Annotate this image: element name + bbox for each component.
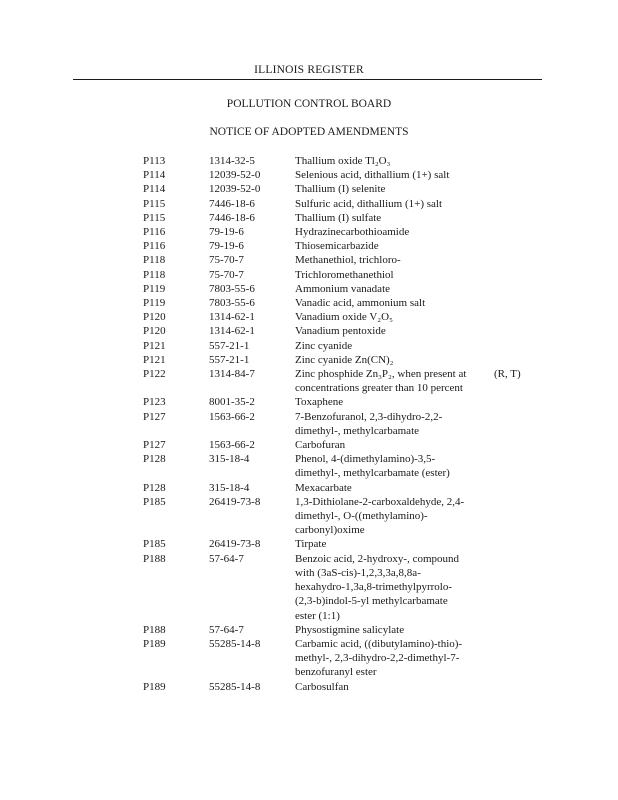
substance-name-line: Carbofuran <box>295 439 346 452</box>
table-row <box>143 410 563 438</box>
cas-number: 557-21-1 <box>209 353 250 366</box>
table-row <box>143 367 563 395</box>
cas-number: 1314-32-5 <box>209 155 255 167</box>
cas-number: 57-64-7 <box>209 623 244 636</box>
substance-name-line: Vanadic acid, ammonium salt <box>295 297 426 310</box>
hazardous-waste-number: P119 <box>143 282 166 295</box>
cas-number: 7803-55-6 <box>209 282 255 295</box>
substance-name <box>295 168 485 182</box>
substance-name <box>295 552 485 623</box>
substance-name-line: Carbamic acid, ((dibutylamino)-thio)- <box>295 637 463 650</box>
hazardous-waste-number: P115 <box>143 197 166 210</box>
header-rule <box>73 79 542 80</box>
hazardous-waste-number: P118 <box>143 268 166 281</box>
substance-name <box>295 182 485 196</box>
cas-number: 315-18-4 <box>209 453 250 466</box>
hazardous-waste-number: P185 <box>143 495 166 508</box>
hazardous-waste-number: P116 <box>143 240 166 253</box>
table-row <box>143 211 563 225</box>
table-row <box>143 637 563 680</box>
hazardous-waste-number: P188 <box>143 552 166 565</box>
cas-number: 26419-73-8 <box>209 495 261 508</box>
hazardous-waste-number: P120 <box>143 311 166 324</box>
substance-name <box>295 253 485 267</box>
substance-name-line: Zinc cyanide <box>295 339 353 352</box>
cas-number: 79-19-6 <box>209 240 244 253</box>
substance-name-line: 7-Benzofuranol, 2,3-dihydro-2,2- <box>295 410 443 423</box>
substance-name-line: concentrations greater than 10 percent <box>295 382 463 395</box>
substance-name-line: dimethyl-, O-((methylamino)- <box>295 510 428 523</box>
table-row <box>143 310 563 324</box>
table-row <box>143 154 563 168</box>
substance-name-line: Thiosemicarbazide <box>295 240 379 253</box>
substance-name-line: Thallium (I) selenite <box>295 183 386 196</box>
substance-name <box>295 537 485 551</box>
substance-name <box>295 481 485 495</box>
cas-number: 55285-14-8 <box>209 637 261 650</box>
substance-name <box>295 225 485 239</box>
substance-name <box>295 410 485 438</box>
table-row <box>143 168 563 182</box>
table-row <box>143 197 563 211</box>
hazardous-waste-number: P189 <box>143 637 166 650</box>
cas-number: 8001-35-2 <box>209 396 255 409</box>
hazardous-waste-number: P121 <box>143 353 166 366</box>
cas-number: 1563-66-2 <box>209 410 255 423</box>
substance-name-line: Hydrazinecarbothioamide <box>295 226 410 239</box>
substance-name <box>295 452 485 480</box>
hazardous-waste-number: P128 <box>143 481 166 494</box>
substance-name <box>295 154 485 168</box>
cas-number: 7446-18-6 <box>209 197 255 210</box>
substance-name <box>295 197 485 211</box>
table-row <box>143 395 563 409</box>
hazardous-waste-number: P127 <box>143 410 166 423</box>
substance-name <box>295 324 485 338</box>
table-row <box>143 268 563 282</box>
table-row <box>143 495 563 538</box>
cas-number: 315-18-4 <box>209 481 250 494</box>
substance-name-line: Toxaphene <box>295 396 344 409</box>
table-row <box>143 324 563 338</box>
substance-name-line: Phenol, 4-(dimethylamino)-3,5- <box>295 453 436 466</box>
table-row <box>143 353 563 367</box>
cas-number: 26419-73-8 <box>209 538 261 551</box>
table-row <box>143 339 563 353</box>
table-row <box>143 282 563 296</box>
register-title: ILLINOIS REGISTER <box>254 64 364 76</box>
table-row <box>143 452 563 480</box>
substance-name-line: hexahydro-1,3a,8-trimethylpyrrolo- <box>295 581 453 594</box>
substance-name-line: Carbosulfan <box>295 680 349 693</box>
cas-number: 12039-52-0 <box>209 183 261 196</box>
substance-name <box>295 268 485 282</box>
substance-name <box>295 623 485 637</box>
hazardous-waste-number: P119 <box>143 297 166 310</box>
substance-name-line: Mexacarbate <box>295 481 352 494</box>
table-row <box>143 225 563 239</box>
substance-name-line: Thallium oxide Tl₂O₃ <box>295 155 391 167</box>
hazardous-waste-number: P189 <box>143 680 166 693</box>
cas-number: 12039-52-0 <box>209 169 261 182</box>
substance-name-line: Sulfuric acid, dithallium (1+) salt <box>295 197 443 210</box>
substance-name-line: dimethyl-, methylcarbamate (ester) <box>295 467 450 480</box>
hazardous-waste-number: P122 <box>143 368 166 381</box>
substance-name-line: Vanadium oxide V₂O₅ <box>295 311 393 324</box>
substance-name-line: 1,3-Dithiolane-2-carboxaldehyde, 2,4- <box>295 495 465 508</box>
hazardous-waste-number: P123 <box>143 396 166 409</box>
table-row <box>143 253 563 267</box>
substance-name-line: Methanethiol, trichloro- <box>295 254 401 267</box>
hazardous-waste-number: P116 <box>143 226 166 239</box>
table-row <box>143 623 563 637</box>
substance-name-line: Zinc cyanide Zn(CN)₂ <box>295 353 394 366</box>
substance-name <box>295 239 485 253</box>
hazardous-waste-number: P114 <box>143 169 166 182</box>
substance-name-line: Benzoic acid, 2-hydroxy-, compound <box>295 552 460 565</box>
table-row <box>143 552 563 623</box>
table-row <box>143 296 563 310</box>
substance-name-line: Tirpate <box>295 538 327 551</box>
cas-number: 1314-62-1 <box>209 311 255 324</box>
hazardous-waste-number: P120 <box>143 325 166 338</box>
substance-name <box>295 339 485 353</box>
cas-number: 75-70-7 <box>209 268 244 281</box>
substance-name-line: dimethyl-, methylcarbamate <box>295 424 420 437</box>
cas-number: 57-64-7 <box>209 552 244 565</box>
substance-name-line: Ammonium vanadate <box>295 282 391 295</box>
substance-name-line: Vanadium pentoxide <box>295 325 386 338</box>
substance-name-line: Physostigmine salicylate <box>295 623 405 636</box>
substance-name-line: carbonyl)oxime <box>295 524 365 537</box>
hazardous-waste-number: P118 <box>143 254 166 267</box>
waste-code-table <box>143 154 563 694</box>
cas-number: 7803-55-6 <box>209 297 255 310</box>
cas-number: 55285-14-8 <box>209 680 261 693</box>
cas-number: 79-19-6 <box>209 226 244 239</box>
cas-number: 7446-18-6 <box>209 211 255 224</box>
table-row <box>143 537 563 551</box>
hazardous-waste-number: P128 <box>143 453 166 466</box>
substance-name <box>295 282 485 296</box>
substance-name-line: Thallium (I) sulfate <box>295 211 382 224</box>
substance-name-line: Zinc phosphide Zn₃P₂, when present at <box>295 368 467 381</box>
table-row <box>143 239 563 253</box>
hazardous-waste-number: P185 <box>143 538 166 551</box>
table-row <box>143 680 563 694</box>
substance-name <box>295 680 485 694</box>
substance-name <box>295 310 485 324</box>
table-row <box>143 438 563 452</box>
substance-name-line: with (3aS-cis)-1,2,3,3a,8,8a- <box>295 566 421 579</box>
cas-number: 1314-84-7 <box>209 368 255 381</box>
substance-name <box>295 637 485 680</box>
substance-name <box>295 296 485 310</box>
substance-name <box>295 438 485 452</box>
hazardous-waste-number: P113 <box>143 155 166 167</box>
substance-name-line: methyl-, 2,3-dihydro-2,2-dimethyl-7- <box>295 652 460 665</box>
cas-number: 1314-62-1 <box>209 325 255 338</box>
cas-number: 75-70-7 <box>209 254 244 267</box>
substance-name-line: benzofuranyl ester <box>295 666 377 679</box>
hazard-code: (R, T) <box>494 368 521 381</box>
substance-name-line: (2,3-b)indol-5-yl methylcarbamate <box>295 595 448 608</box>
substance-name <box>295 211 485 225</box>
hazardous-waste-number: P127 <box>143 439 166 452</box>
table-row <box>143 182 563 196</box>
hazardous-waste-number: P115 <box>143 211 166 224</box>
substance-name-line: Trichloromethanethiol <box>295 268 394 281</box>
hazardous-waste-number: P114 <box>143 183 166 196</box>
substance-name-line: ester (1:1) <box>295 609 340 622</box>
hazardous-waste-number: P121 <box>143 339 166 352</box>
table-row <box>143 481 563 495</box>
notice-title: NOTICE OF ADOPTED AMENDMENTS <box>209 126 409 138</box>
board-title: POLLUTION CONTROL BOARD <box>226 98 392 110</box>
substance-name <box>295 367 485 395</box>
substance-name <box>295 495 485 538</box>
substance-name-line: Selenious acid, dithallium (1+) salt <box>295 169 450 182</box>
cas-number: 557-21-1 <box>209 339 250 352</box>
substance-name <box>295 395 485 409</box>
cas-number: 1563-66-2 <box>209 439 255 452</box>
substance-name <box>295 353 485 367</box>
hazardous-waste-number: P188 <box>143 623 166 636</box>
